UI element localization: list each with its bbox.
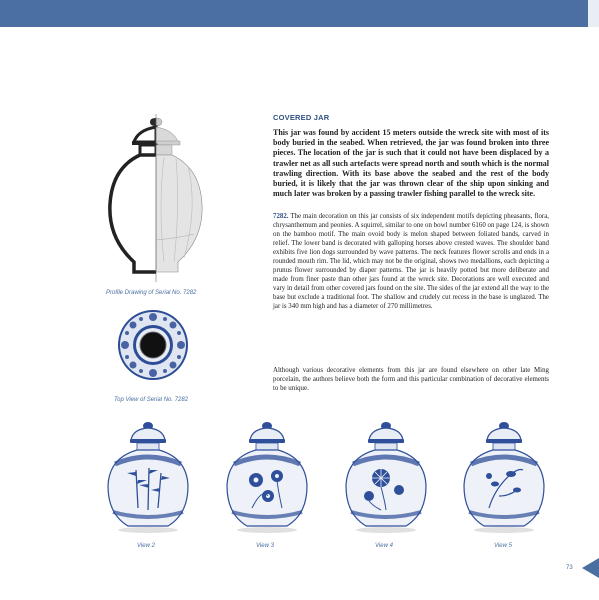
header-edge — [588, 0, 599, 27]
view-2-caption: View 2 — [137, 543, 155, 549]
header-bar — [0, 0, 599, 27]
page-tab-marker — [582, 558, 599, 578]
jar-view-2-image — [103, 418, 193, 536]
serial-number: 7282. — [273, 213, 289, 220]
profile-drawing — [98, 112, 210, 288]
view-4-caption: View 4 — [375, 543, 393, 549]
section-heading: COVERED JAR — [273, 113, 330, 122]
description-paragraph — [273, 212, 549, 311]
intro-paragraph: This jar was found by accident 15 meters outside the wreck site with most of its body buried in the seabed. When retrieved, the jar was found broken into three pieces. The location of the jar is such that it could not have been displaced by a trawler net as all such artefacts were spread north and south which is the normal trawling direction. With its base above the seabed and the rest of the body buried, it is likely that the jar was thrown clear of the ship upon sinking and much later was broken by a passing trawler fishing parallel to the wreck site. — [273, 128, 549, 199]
jar-view-5-image — [459, 418, 549, 536]
top-view-caption: Top View of Serial No. 7282 — [114, 397, 189, 403]
profile-caption: Profile Drawing of Serial No. 7282 — [106, 290, 197, 296]
view-5-caption: View 5 — [494, 543, 512, 549]
view-3-caption: View 3 — [256, 543, 274, 549]
description-text: The main decoration on this jar consists of six independent motifs depicting pheasants, flora, chrysanthemum and peonies. A squirrel, similar to one on bowl number 6160 on page 124, is shown on the bamboo motif. The main ovoid body is melon shaped between foliated bands, carved in relief. The lower band is decorated with galloping horses above crested waves. The shoulder band exhibits five lion dogs surrounded by wave patterns. The neck features flower scrolls and ends in a rounded mouth rim. The lid, which may not be the original, shows two medallions, each depicting a prunus flower surrounded by diaper patterns. The jar is heavily potted but more deliberate and made from finer paste than other jars found at the wreck site. Decorations are well executed and vary in detail from other covered jars found on the site. The sides of the jar extend all the way to the base but exclude a traditional foot. The shallow and crudely cut recess in the base is unglazed. The jar is 340 mm high and has a diameter of 270 millimetres. — [273, 213, 549, 310]
jar-view-3-image — [222, 418, 312, 536]
page-number: 73 — [566, 565, 573, 571]
closing-paragraph: Although various decorative elements from this jar are found elsewhere on other late Ming porcelain, the authors believe both the form and this particular combination of decorative elements to be unique. — [273, 367, 549, 392]
jar-view-4-image — [341, 418, 431, 536]
top-view-image — [117, 309, 189, 381]
